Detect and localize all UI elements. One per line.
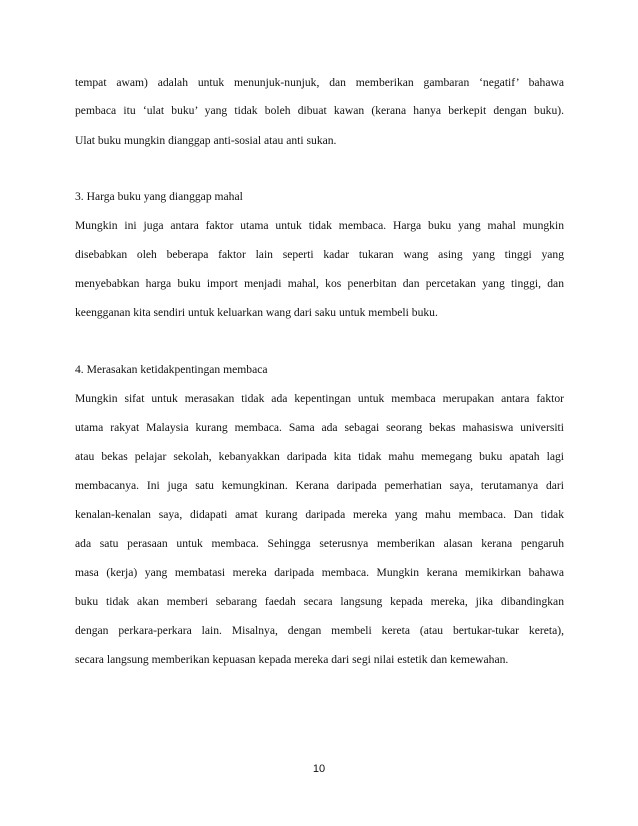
paragraph-line: tempat awam) adalah untuk menunjuk-nunjuk, dan memberikan gambaran ‘negatif’ bahawa [75, 76, 564, 89]
section-heading: 4. Merasakan ketidakpentingan membaca [75, 363, 268, 376]
paragraph-line: dengan perkara-perkara lain. Misalnya, dengan membeli kereta (atau bertukar-tukar kereta), [75, 624, 564, 637]
page-number: 10 [312, 763, 326, 775]
paragraph-line: pembaca itu ‘ulat buku’ yang tidak boleh dibuat kawan (kerana hanya berkepit dengan buku). [75, 104, 564, 117]
paragraph-line: kenalan-kenalan saya, didapati amat kurang daripada mereka yang mahu membaca. Dan tidak [75, 508, 564, 521]
paragraph-line: masa (kerja) yang membatasi mereka daripada membaca. Mungkin kerana memikirkan bahawa [75, 566, 564, 579]
paragraph-line: secara langsung memberikan kepuasan kepada mereka dari segi nilai estetik dan kemewahan. [75, 653, 509, 666]
paragraph-line: keengganan kita sendiri untuk keluarkan wang dari saku untuk membeli buku. [75, 306, 438, 319]
paragraph-line: atau bekas pelajar sekolah, kebanyakkan daripada kita tidak mahu memegang buku apatah lagi [75, 450, 564, 463]
paragraph-line: Mungkin ini juga antara faktor utama untuk tidak membaca. Harga buku yang mahal mungkin [75, 219, 564, 232]
paragraph-line: Mungkin sifat untuk merasakan tidak ada kepentingan untuk membaca merupakan antara faktor [75, 392, 564, 405]
paragraph-line: utama rakyat Malaysia kurang membaca. Sama ada sebagai seorang bekas mahasiswa universiti [75, 421, 564, 434]
paragraph-line: ada satu perasaan untuk membaca. Sehingga seterusnya memberikan alasan kerana pengaruh [75, 537, 564, 550]
paragraph-line: buku tidak akan memberi sebarang faedah secara langsung kepada mereka, jika dibandingkan [75, 595, 564, 608]
paragraph-line: disebabkan oleh beberapa faktor lain seperti kadar tukaran wang asing yang tinggi yang [75, 248, 564, 261]
section-heading: 3. Harga buku yang dianggap mahal [75, 190, 243, 203]
paragraph-line: membacanya. Ini juga satu kemungkinan. Kerana daripada pemerhatian saya, terutamanya dari [75, 479, 564, 492]
paragraph-line: Ulat buku mungkin dianggap anti-sosial atau anti sukan. [75, 134, 337, 147]
paragraph-line: menyebabkan harga buku import menjadi mahal, kos penerbitan dan percetakan yang tinggi, dan [75, 277, 564, 290]
